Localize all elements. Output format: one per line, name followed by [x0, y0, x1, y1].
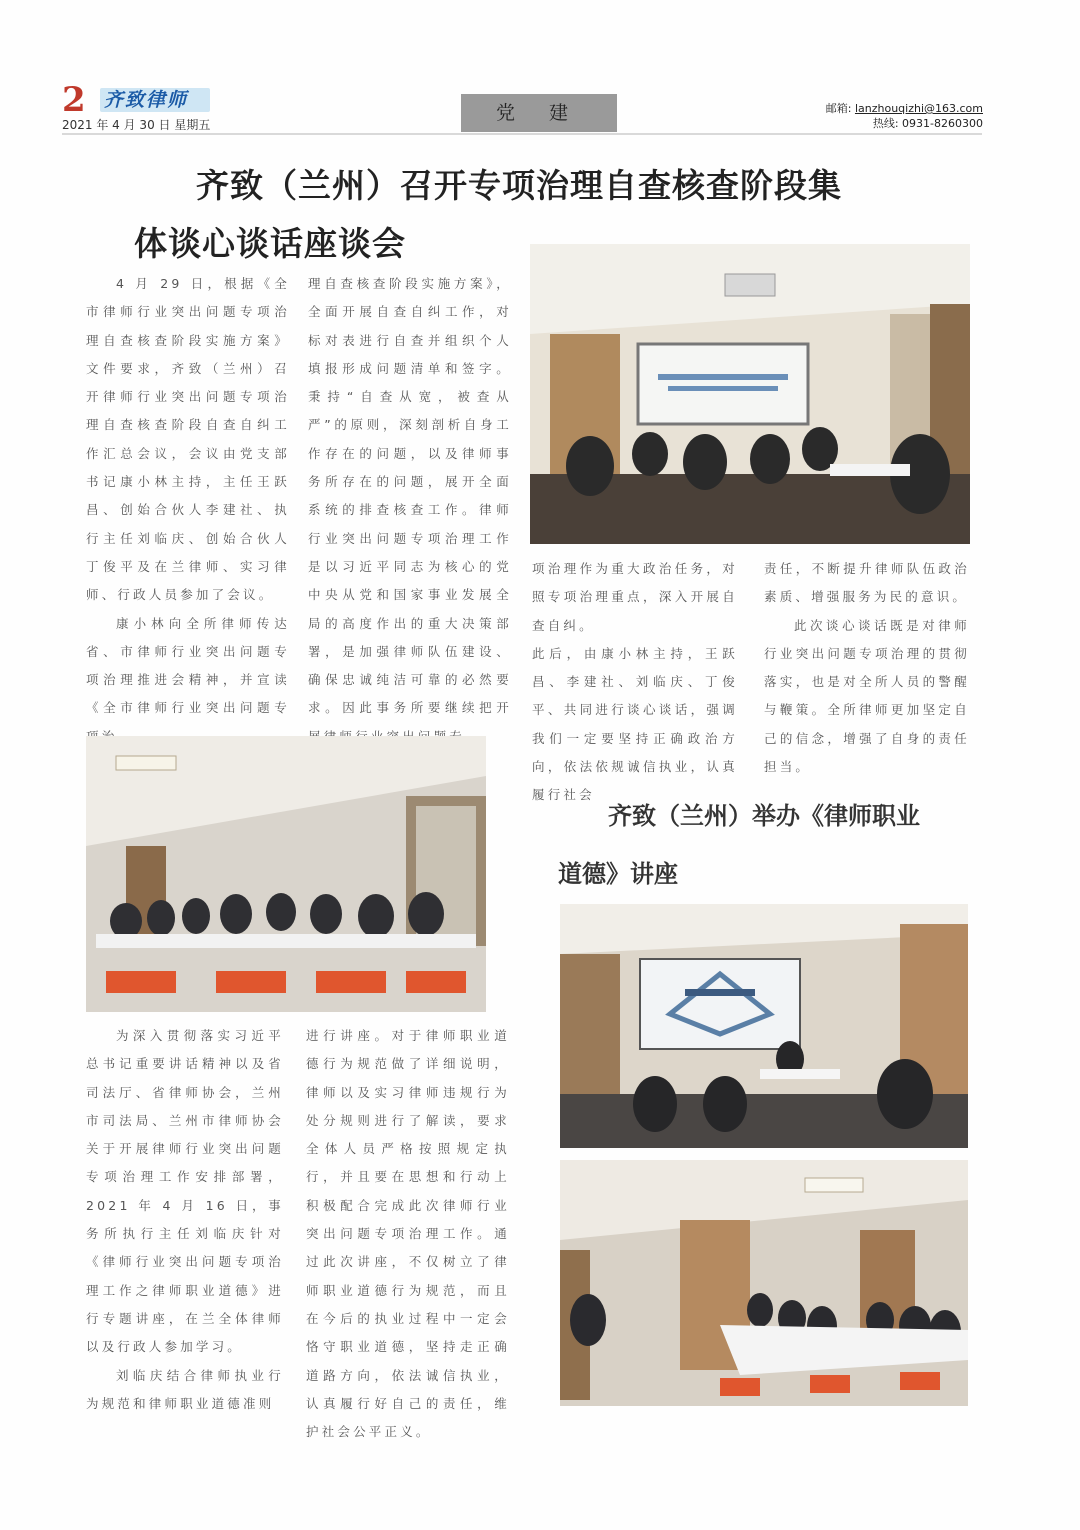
meeting-photo-1: [530, 244, 970, 544]
article1-title-line1: 齐致（兰州）召开专项治理自查核查阶段集: [196, 166, 842, 205]
issue-date: 2021 年 4 月 30 日 星期五: [62, 118, 211, 132]
article1-col4-paragraph: 责任，不断提升律师队伍政治素质、增强服务为民的意识。: [764, 561, 970, 605]
article2-column1: [86, 1022, 284, 1418]
article1-column2: [308, 270, 512, 751]
header-divider: [62, 133, 982, 135]
article1-column1: [86, 270, 290, 751]
page-number: 2: [62, 80, 86, 120]
article2-col1-paragraph2: 刘临庆结合律师执业行为规范和律师职业道德准则: [86, 1367, 284, 1411]
hotline-label: 热线:: [872, 117, 899, 130]
article1-col2-paragraph: 理自查核查阶段实施方案》，全面开展自查自纠工作，对标对表进行自查并组织个人填报形成问题清单和签字。秉持“自查从宽，被查从严”的原则，深刻剖析自身工作存在的问题，以及律师事务所存在的问题，展开全面系统的排查核查工作。律师行业突出问题专项治理工作是以习近平同志为核心的党中央从党和国家事业发展全局的高度作出的重大决策部署，是加强律师队伍建设、确保忠诚纯洁可靠的必然要求。因此事务所要继续把开: [308, 276, 512, 716]
email-link[interactable]: lanzhouqizhi@163.com: [854, 102, 983, 115]
article1-col1-paragraph2: 康小林向全所律师传达省、市律师行业突出问题专项治理推进会精神，并宣读《全市律师行业突出问题专: [86, 615, 290, 716]
contact-info: [826, 101, 983, 131]
article1-col3-paragraph2: 此后，由康小林主持，王跃昌、李建社、刘临庆、丁俊平、共同进行谈心谈话，强调我们一定要坚持正确政治方向，依法依规诚信执业，认真履行社会: [532, 645, 738, 803]
article1-column4: [764, 555, 970, 781]
article2-title-line1: 齐致（兰州）举办《律师职业: [608, 802, 920, 830]
meeting-photo-2: [86, 736, 486, 1012]
email-label: 邮箱:: [825, 102, 852, 115]
article1-title-line2: 体谈心谈话座谈会: [134, 224, 406, 263]
article1-col1-paragraph: 4 月 29 日，根据《全市律师行业突出问题专项治理自查核查阶段实施方案》文件要求，齐致（兰州）召开律师行业突出问题专项治理自查核查阶段自查自纠工作汇总会议，会议由党支部书记康小林主持，主任王跃昌、创始合伙人李建社、执行主任刘临庆、创始合伙人丁俊平及在兰律师、实习律师、行政人员参加了会议。: [86, 276, 290, 603]
lecture-photo-1: [560, 904, 968, 1148]
hotline-number: 0931-8260300: [902, 117, 983, 130]
lecture-photo-2: [560, 1160, 968, 1406]
section-label: 党 建: [461, 94, 617, 132]
article1-column3: [532, 555, 738, 810]
article2-col1-paragraph: 为深入贯彻落实习近平总书记重要讲话精神以及省司法厅、省律师协会，兰州市司法局、兰州市律师协会关于开展律师行业突出问题专项治理工作安排部署，2021 年 4 月 16 日，事务所执行主任刘临庆针对《律师行业突出问题专项治理工作之律师职业道德》进行专题讲座，在兰全体律师以及行政人参加学习。: [86, 1028, 284, 1355]
article2-col2-paragraph: 进行讲座。对于律师职业道德行为规范做了详细说明，律师以及实习律师违规行为处分规则进行了解读，要求全体人员严格按照规定执行，并且要在思想和行动上积极配合完成此次律师行业突出问题专项治理工作。通过此次讲座，不仅树立了律师职业道德行为规范，而且在今后的执业过程中一定会恪守职业道德，坚持走正确道路方向，依法诚信执业，认真履行好自己的责任，维护社会公平正义。: [306, 1028, 510, 1440]
article2-title-line2: 道德》讲座: [558, 860, 678, 888]
masthead-logo: 齐致律师: [100, 88, 210, 112]
article1-col3-paragraph: 项治理作为重大政治任务，对照专项治理重点，深入开展自查自纠。: [532, 561, 738, 633]
article2-column2: [306, 1022, 510, 1446]
article1-col4-paragraph2: 此次谈心谈话既是对律师行业突出问题专项治理的贯彻落实，也是对全所人员的警醒与鞭策。全所律师更加坚定自己的信念，增强了自身的责任担当。: [764, 617, 970, 775]
